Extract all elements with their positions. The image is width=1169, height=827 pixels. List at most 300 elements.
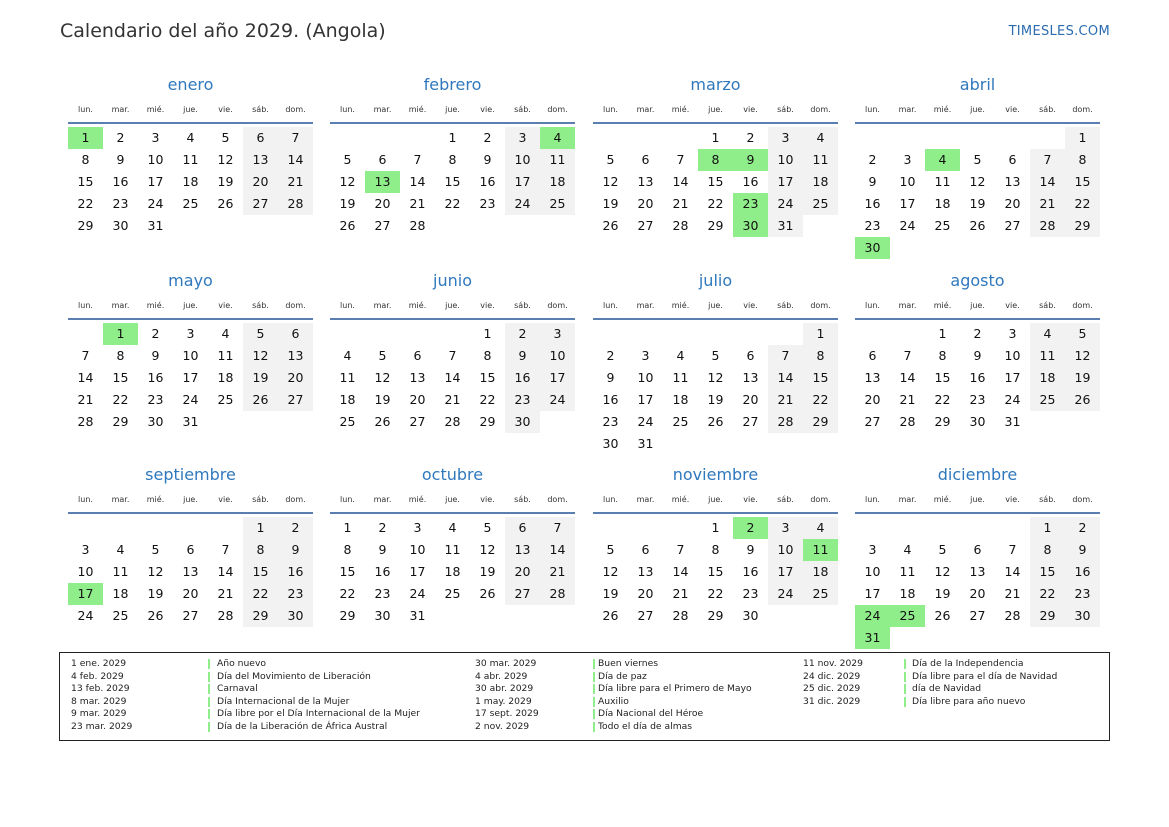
- day-cell: 22: [1065, 193, 1100, 215]
- day-cell: 28: [77, 414, 94, 429]
- day-cell: 19: [1065, 367, 1100, 389]
- weekday-label: dom.: [285, 301, 306, 310]
- weekday-label: lun.: [603, 105, 618, 114]
- day-cell: 10: [768, 539, 803, 561]
- weekday-label: lun.: [603, 495, 618, 504]
- day-cell: 25: [540, 193, 575, 215]
- day-cell: 23: [742, 586, 759, 601]
- day-cell: 15: [339, 564, 356, 579]
- day-cell: 21: [768, 389, 803, 411]
- day-cell: 16: [742, 564, 759, 579]
- weekday-label: mar.: [898, 105, 917, 114]
- day-cell: 26: [602, 608, 619, 623]
- day-cell: 23: [112, 196, 129, 211]
- day-cell: 28: [278, 193, 313, 215]
- day-cell: 23: [479, 196, 496, 211]
- day-cell: 9: [278, 539, 313, 561]
- day-cell: 17: [864, 586, 881, 601]
- day-cell: 13: [505, 539, 540, 561]
- holiday-day-cell: 1: [68, 127, 103, 149]
- day-cell: 10: [77, 564, 94, 579]
- day-cell: 3: [868, 542, 877, 557]
- weekday-label: lun.: [865, 495, 880, 504]
- day-cell: 2: [746, 130, 755, 145]
- day-cell: 6: [186, 542, 195, 557]
- day-cell: 20: [1004, 196, 1021, 211]
- day-cell: 2: [1065, 517, 1100, 539]
- day-cell: 29: [339, 608, 356, 623]
- weekday-label: jue.: [970, 105, 985, 114]
- day-cell: 4: [903, 542, 912, 557]
- site-link[interactable]: TIMESLES.COM: [1008, 24, 1110, 39]
- day-cell: 21: [1030, 193, 1065, 215]
- day-cell: 25: [112, 608, 129, 623]
- day-cell: 15: [112, 370, 129, 385]
- day-cell: 29: [1065, 215, 1100, 237]
- day-cell: 20: [374, 196, 391, 211]
- weekday-label: mar.: [636, 105, 655, 114]
- weekday-label: mar.: [373, 301, 392, 310]
- day-cell: 11: [217, 348, 234, 363]
- weekday-label: mar.: [111, 105, 130, 114]
- weekday-header: [855, 494, 1100, 514]
- day-cell: 20: [969, 586, 986, 601]
- day-cell: 27: [278, 389, 313, 411]
- holiday-marker: [208, 672, 210, 682]
- day-cell: 28: [540, 583, 575, 605]
- day-cell: 12: [1065, 345, 1100, 367]
- day-cell: 24: [77, 608, 94, 623]
- day-cell: 17: [637, 392, 654, 407]
- day-cell: 31: [409, 608, 426, 623]
- day-cell: 1: [1030, 517, 1065, 539]
- day-cell: 9: [868, 174, 877, 189]
- day-cell: 8: [1030, 539, 1065, 561]
- day-cell: 14: [1004, 564, 1021, 579]
- day-cell: 22: [444, 196, 461, 211]
- day-cell: 3: [413, 520, 422, 535]
- day-cell: 16: [374, 564, 391, 579]
- holiday-day-cell: 2: [733, 517, 768, 539]
- weekday-label: jue.: [970, 301, 985, 310]
- day-cell: 28: [444, 414, 461, 429]
- day-cell: 25: [803, 193, 838, 215]
- day-cell: 26: [339, 218, 356, 233]
- day-cell: 26: [147, 608, 164, 623]
- day-cell: 8: [243, 539, 278, 561]
- day-cell: 23: [278, 583, 313, 605]
- holiday-marker: [208, 684, 210, 694]
- day-cell: 11: [444, 542, 461, 557]
- day-cell: 2: [483, 130, 492, 145]
- day-cell: 1: [343, 520, 352, 535]
- day-cell: 24: [505, 193, 540, 215]
- day-cell: 26: [969, 218, 986, 233]
- day-cell: 30: [505, 411, 540, 433]
- day-cell: 3: [186, 326, 195, 341]
- holiday-day-cell: 1: [103, 323, 138, 345]
- weekday-label: dom.: [285, 495, 306, 504]
- day-cell: 18: [1030, 367, 1065, 389]
- day-cell: 30: [742, 608, 759, 623]
- day-cell: 22: [339, 586, 356, 601]
- day-cell: 7: [448, 348, 457, 363]
- day-cell: 12: [602, 174, 619, 189]
- day-cell: 20: [637, 586, 654, 601]
- day-cell: 27: [864, 414, 881, 429]
- holiday-date: 4 feb. 2029: [71, 670, 124, 682]
- day-cell: 15: [707, 174, 724, 189]
- day-cell: 3: [505, 127, 540, 149]
- day-cell: 15: [243, 561, 278, 583]
- holiday-date: 8 mar. 2029: [71, 695, 127, 707]
- day-cell: 7: [540, 517, 575, 539]
- day-cell: 19: [969, 196, 986, 211]
- day-cell: 22: [479, 392, 496, 407]
- day-cell: 5: [938, 542, 947, 557]
- day-cell: 27: [182, 608, 199, 623]
- day-cell: 23: [1065, 583, 1100, 605]
- day-cell: 7: [413, 152, 422, 167]
- day-cell: 17: [147, 174, 164, 189]
- day-cell: 28: [672, 608, 689, 623]
- weekday-label: mié.: [146, 495, 165, 504]
- day-cell: 30: [1065, 605, 1100, 627]
- weekday-header: [330, 104, 575, 124]
- day-cell: 24: [1004, 392, 1021, 407]
- day-cell: 14: [672, 174, 689, 189]
- weekday-label: jue.: [708, 495, 723, 504]
- month-diciembre: [855, 463, 1100, 646]
- day-cell: 29: [77, 218, 94, 233]
- weekday-label: dom.: [547, 301, 568, 310]
- day-cell: 19: [374, 392, 391, 407]
- day-cell: 29: [707, 608, 724, 623]
- day-cell: 9: [505, 345, 540, 367]
- day-cell: 10: [540, 345, 575, 367]
- days-grid: [593, 514, 838, 646]
- day-cell: 15: [707, 564, 724, 579]
- day-cell: 2: [606, 348, 615, 363]
- weekday-label: mar.: [898, 495, 917, 504]
- month-noviembre: [593, 463, 838, 646]
- holiday-name: Buen viernes: [598, 658, 659, 669]
- day-cell: 14: [77, 370, 94, 385]
- day-cell: 9: [151, 348, 160, 363]
- day-cell: 30: [147, 414, 164, 429]
- day-cell: 24: [182, 392, 199, 407]
- weekday-label: vie.: [1005, 301, 1020, 310]
- day-cell: 5: [378, 348, 387, 363]
- day-cell: 11: [803, 149, 838, 171]
- holiday-date: 1 ene. 2029: [71, 658, 127, 669]
- day-cell: 22: [707, 196, 724, 211]
- day-cell: 7: [903, 348, 912, 363]
- holiday-date: 9 mar. 2029: [71, 708, 127, 720]
- day-cell: 5: [483, 520, 492, 535]
- day-cell: 7: [81, 348, 90, 363]
- day-cell: 7: [768, 345, 803, 367]
- day-cell: 1: [243, 517, 278, 539]
- weekday-label: mié.: [671, 105, 690, 114]
- day-cell: 12: [479, 542, 496, 557]
- weekday-header: [68, 104, 313, 124]
- holiday-day-cell: 30: [855, 237, 890, 259]
- day-cell: 30: [112, 218, 129, 233]
- weekday-header: [593, 300, 838, 320]
- day-cell: 14: [409, 174, 426, 189]
- day-cell: 10: [637, 370, 654, 385]
- weekday-label: vie.: [218, 301, 233, 310]
- weekday-label: mié.: [671, 301, 690, 310]
- day-cell: 15: [444, 174, 461, 189]
- day-cell: 11: [934, 174, 951, 189]
- day-cell: 4: [448, 520, 457, 535]
- day-cell: 26: [707, 414, 724, 429]
- day-cell: 3: [903, 152, 912, 167]
- day-cell: 18: [444, 564, 461, 579]
- holiday-day-cell: 17: [68, 583, 103, 605]
- day-cell: 21: [409, 196, 426, 211]
- weekday-label: jue.: [708, 301, 723, 310]
- day-cell: 25: [672, 414, 689, 429]
- weekday-label: sáb.: [777, 105, 794, 114]
- weekday-label: vie.: [218, 105, 233, 114]
- day-cell: 8: [803, 345, 838, 367]
- day-cell: 21: [540, 561, 575, 583]
- day-cell: 9: [746, 542, 755, 557]
- day-cell: 26: [217, 196, 234, 211]
- month-septiembre: [68, 463, 313, 646]
- holiday-date: 24 dic. 2029: [803, 670, 861, 682]
- weekday-label: dom.: [1072, 105, 1093, 114]
- day-cell: 19: [602, 196, 619, 211]
- day-cell: 13: [243, 149, 278, 171]
- day-cell: 1: [483, 326, 492, 341]
- day-cell: 15: [1030, 561, 1065, 583]
- day-cell: 22: [803, 389, 838, 411]
- month-junio: [330, 269, 575, 452]
- day-cell: 15: [803, 367, 838, 389]
- weekday-header: [330, 494, 575, 514]
- day-cell: 18: [217, 370, 234, 385]
- month-name: octubre: [421, 465, 484, 484]
- day-cell: 14: [540, 539, 575, 561]
- day-cell: 12: [374, 370, 391, 385]
- day-cell: 4: [803, 517, 838, 539]
- day-cell: 8: [1065, 149, 1100, 171]
- day-cell: 29: [707, 218, 724, 233]
- day-cell: 16: [1065, 561, 1100, 583]
- holiday-marker: [593, 684, 595, 694]
- day-cell: 11: [899, 564, 916, 579]
- day-cell: 8: [448, 152, 457, 167]
- day-cell: 19: [707, 392, 724, 407]
- holiday-date: 25 dic. 2029: [803, 683, 861, 695]
- holiday-name: Auxilio: [598, 695, 629, 707]
- day-cell: 8: [81, 152, 90, 167]
- day-cell: 2: [868, 152, 877, 167]
- day-cell: 5: [151, 542, 160, 557]
- day-cell: 2: [116, 130, 125, 145]
- month-name: julio: [698, 271, 733, 290]
- holiday-marker: [208, 697, 210, 707]
- day-cell: 18: [182, 174, 199, 189]
- weekday-label: dom.: [810, 495, 831, 504]
- day-cell: 19: [147, 586, 164, 601]
- weekday-label: sáb.: [514, 301, 531, 310]
- day-cell: 28: [1004, 608, 1021, 623]
- weekday-label: lun.: [340, 301, 355, 310]
- day-cell: 17: [899, 196, 916, 211]
- day-cell: 17: [409, 564, 426, 579]
- day-cell: 27: [409, 414, 426, 429]
- day-cell: 13: [637, 174, 654, 189]
- holiday-marker: [593, 672, 595, 682]
- day-cell: 18: [934, 196, 951, 211]
- day-cell: 27: [243, 193, 278, 215]
- day-cell: 2: [505, 323, 540, 345]
- holiday-day-cell: 30: [733, 215, 768, 237]
- month-name: febrero: [423, 75, 482, 94]
- holiday-marker: [208, 722, 210, 732]
- holiday-name: Día del Movimiento de Liberación: [217, 670, 371, 682]
- day-cell: 29: [243, 605, 278, 627]
- day-cell: 7: [676, 152, 685, 167]
- day-cell: 27: [1004, 218, 1021, 233]
- day-cell: 12: [707, 370, 724, 385]
- holiday-day-cell: 31: [855, 627, 890, 649]
- weekday-label: lun.: [78, 301, 93, 310]
- day-cell: 8: [711, 542, 720, 557]
- weekday-label: vie.: [743, 301, 758, 310]
- weekday-label: jue.: [183, 495, 198, 504]
- holiday-date: 4 abr. 2029: [475, 670, 528, 682]
- day-cell: 9: [378, 542, 387, 557]
- day-cell: 28: [899, 414, 916, 429]
- day-cell: 7: [278, 127, 313, 149]
- day-cell: 5: [243, 323, 278, 345]
- day-cell: 20: [505, 561, 540, 583]
- weekday-label: lun.: [78, 495, 93, 504]
- holiday-date: 13 feb. 2029: [71, 683, 130, 695]
- day-cell: 29: [112, 414, 129, 429]
- day-cell: 3: [1008, 326, 1017, 341]
- day-cell: 20: [243, 171, 278, 193]
- day-cell: 17: [505, 171, 540, 193]
- day-cell: 21: [217, 586, 234, 601]
- day-cell: 16: [147, 370, 164, 385]
- holiday-date: 30 abr. 2029: [475, 683, 534, 695]
- day-cell: 29: [803, 411, 838, 433]
- holiday-name: Día de la Independencia: [912, 658, 1024, 669]
- day-cell: 16: [969, 370, 986, 385]
- day-cell: 27: [742, 414, 759, 429]
- day-cell: 6: [378, 152, 387, 167]
- weekday-label: jue.: [708, 105, 723, 114]
- holiday-name: Día de paz: [598, 670, 647, 682]
- day-cell: 16: [742, 174, 759, 189]
- day-cell: 31: [1004, 414, 1021, 429]
- day-cell: 5: [606, 152, 615, 167]
- holiday-name: día de Navidad: [912, 683, 982, 695]
- holiday-day-cell: 11: [803, 539, 838, 561]
- month-julio: [593, 269, 838, 452]
- day-cell: 22: [77, 196, 94, 211]
- weekday-label: sáb.: [777, 495, 794, 504]
- weekday-label: lun.: [78, 105, 93, 114]
- holiday-legend: [59, 652, 1110, 741]
- day-cell: 10: [1004, 348, 1021, 363]
- weekday-header: [855, 300, 1100, 320]
- day-cell: 26: [1065, 389, 1100, 411]
- weekday-label: sáb.: [252, 495, 269, 504]
- day-cell: 24: [637, 414, 654, 429]
- day-cell: 29: [1030, 605, 1065, 627]
- day-cell: 12: [339, 174, 356, 189]
- weekday-label: sáb.: [252, 301, 269, 310]
- holiday-date: 17 sept. 2029: [475, 708, 539, 720]
- day-cell: 30: [602, 436, 619, 451]
- day-cell: 24: [409, 586, 426, 601]
- day-cell: 28: [768, 411, 803, 433]
- month-name: septiembre: [145, 465, 236, 484]
- day-cell: 15: [934, 370, 951, 385]
- day-cell: 24: [768, 193, 803, 215]
- day-cell: 17: [1004, 370, 1021, 385]
- weekday-label: vie.: [743, 495, 758, 504]
- day-cell: 16: [112, 174, 129, 189]
- day-cell: 14: [217, 564, 234, 579]
- holiday-day-cell: 4: [540, 127, 575, 149]
- weekday-header: [68, 494, 313, 514]
- day-cell: 26: [374, 414, 391, 429]
- day-cell: 9: [606, 370, 615, 385]
- day-cell: 13: [742, 370, 759, 385]
- day-cell: 18: [672, 392, 689, 407]
- day-cell: 10: [768, 149, 803, 171]
- day-cell: 6: [413, 348, 422, 363]
- day-cell: 3: [768, 517, 803, 539]
- holiday-marker: [593, 659, 595, 669]
- weekday-label: sáb.: [777, 301, 794, 310]
- weekday-label: mié.: [408, 495, 427, 504]
- holiday-day-cell: 9: [733, 149, 768, 171]
- month-mayo: [68, 269, 313, 452]
- day-cell: 4: [221, 326, 230, 341]
- day-cell: 21: [77, 392, 94, 407]
- weekday-label: jue.: [445, 301, 460, 310]
- holiday-marker: [593, 697, 595, 707]
- holiday-name: Día libre para año nuevo: [912, 695, 1026, 707]
- day-cell: 22: [1030, 583, 1065, 605]
- weekday-label: jue.: [183, 301, 198, 310]
- day-cell: 13: [278, 345, 313, 367]
- weekday-label: vie.: [218, 495, 233, 504]
- day-cell: 20: [637, 196, 654, 211]
- day-cell: 5: [711, 348, 720, 363]
- day-cell: 28: [409, 218, 426, 233]
- weekday-label: mar.: [636, 301, 655, 310]
- weekday-label: mié.: [146, 105, 165, 114]
- day-cell: 11: [112, 564, 129, 579]
- day-cell: 29: [479, 414, 496, 429]
- holiday-date: 11 nov. 2029: [803, 658, 864, 669]
- holiday-name: Año nuevo: [217, 658, 267, 669]
- day-cell: 4: [1030, 323, 1065, 345]
- days-grid: [68, 514, 313, 646]
- day-cell: 23: [969, 392, 986, 407]
